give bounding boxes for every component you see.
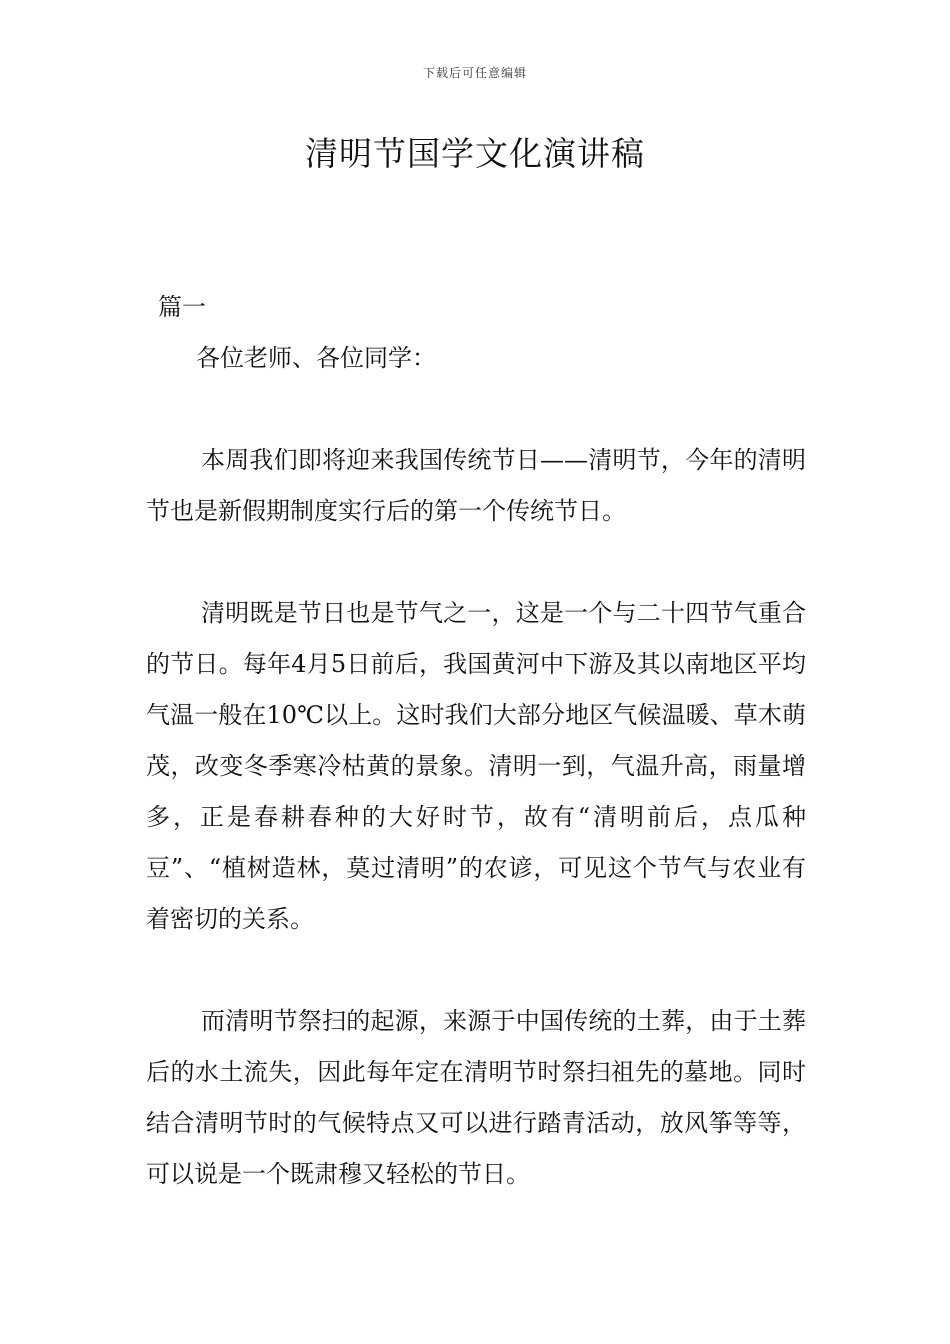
header-note: 下载后可任意编辑 [422,66,527,80]
paragraph: 而清明节祭扫的起源，来源于中国传统的土葬，由于土葬后的水土流失，因此每年定在清明节时祭扫祖先的墓地。同时结合清明节时的气候特点又可以进行踏青活动，放风筝等等，可以说是一个既肃穆又轻松的节日。 [146,1007,806,1188]
document-title: 清明节国学文化演讲稿 [305,134,645,173]
paragraph: 本周我们即将迎来我国传统节日——清明节，今年的清明节也是新假期制度实行后的第一个传统节日。 [146,446,806,525]
salutation: 各位老师、各位同学： [196,344,436,372]
section-label: 篇一 [158,293,206,321]
document-body [146,282,806,1251]
paragraph: 清明既是节日也是节气之一，这是一个与二十四节气重合的节日。每年4月5日前后，我国黄河中下游及其以南地区平均气温一般在10℃以上。这时我们大部分地区气候温暖、草木萌茂，改变冬季寒冷枯黄的景象。清明一到，气温升高，雨量增多，正是春耕春种的大好时节，故有“清明前后，点瓜种豆”、“植树造林，莫过清明”的农谚，可见这个节气与农业有着密切的关系。 [146,599,806,933]
